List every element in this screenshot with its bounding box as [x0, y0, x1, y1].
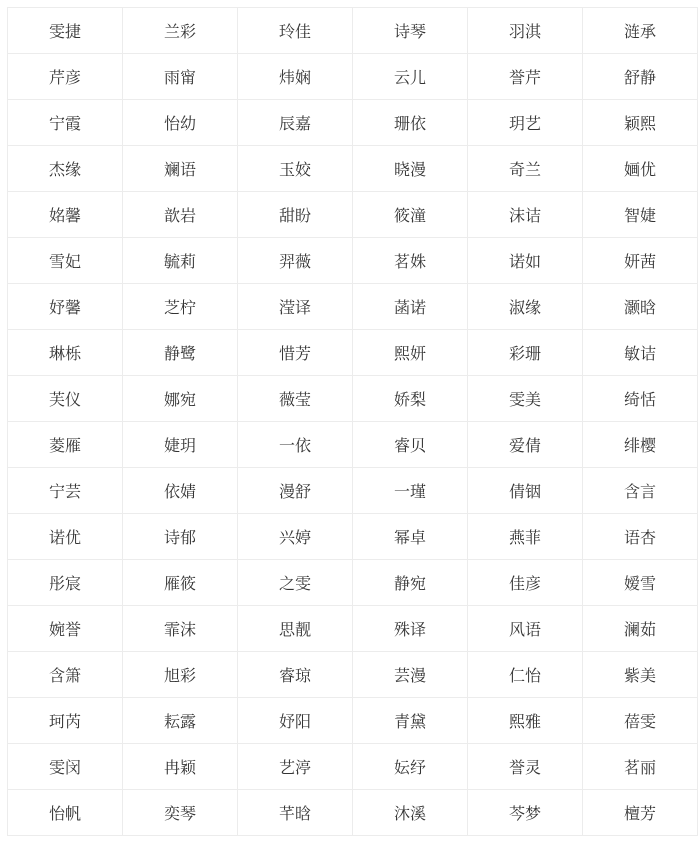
name-cell: 静宛 — [353, 560, 468, 606]
table-row — [8, 192, 698, 238]
name-cell: 语杏 — [583, 514, 698, 560]
name-cell: 怡帆 — [8, 790, 123, 836]
table-row — [8, 376, 698, 422]
name-cell: 青黛 — [353, 698, 468, 744]
name-cell: 琳栎 — [8, 330, 123, 376]
name-cell: 茗姝 — [353, 238, 468, 284]
name-cell: 菡诺 — [353, 284, 468, 330]
name-cell: 雁筱 — [123, 560, 238, 606]
name-cell: 智婕 — [583, 192, 698, 238]
name-cell: 婉誉 — [8, 606, 123, 652]
name-cell: 怡幼 — [123, 100, 238, 146]
name-cell: 睿琼 — [238, 652, 353, 698]
name-cell: 玉姣 — [238, 146, 353, 192]
names-table — [7, 7, 698, 836]
table-row — [8, 560, 698, 606]
table-row — [8, 330, 698, 376]
name-cell: 兴婷 — [238, 514, 353, 560]
names-table-body — [8, 8, 698, 836]
table-row — [8, 606, 698, 652]
table-row — [8, 284, 698, 330]
name-cell: 依婧 — [123, 468, 238, 514]
table-row — [8, 146, 698, 192]
name-cell: 娇梨 — [353, 376, 468, 422]
name-cell: 雯闵 — [8, 744, 123, 790]
name-cell: 玲佳 — [238, 8, 353, 54]
table-row — [8, 790, 698, 836]
name-cell: 舒静 — [583, 54, 698, 100]
name-cell: 奕琴 — [123, 790, 238, 836]
name-cell: 兰彩 — [123, 8, 238, 54]
name-cell: 筱潼 — [353, 192, 468, 238]
name-cell: 娜宛 — [123, 376, 238, 422]
name-cell: 奇兰 — [468, 146, 583, 192]
name-cell: 倩铟 — [468, 468, 583, 514]
name-cell: 诺优 — [8, 514, 123, 560]
name-cell: 燕菲 — [468, 514, 583, 560]
table-row — [8, 744, 698, 790]
name-cell: 婳优 — [583, 146, 698, 192]
table-row — [8, 698, 698, 744]
name-cell: 熙妍 — [353, 330, 468, 376]
name-cell: 芹彦 — [8, 54, 123, 100]
name-cell: 彤宸 — [8, 560, 123, 606]
name-cell: 霏沫 — [123, 606, 238, 652]
name-cell: 艺渟 — [238, 744, 353, 790]
name-cell: 炜娴 — [238, 54, 353, 100]
name-cell: 玥艺 — [468, 100, 583, 146]
name-cell: 沫诘 — [468, 192, 583, 238]
name-cell: 一瑾 — [353, 468, 468, 514]
name-cell: 薇莹 — [238, 376, 353, 422]
name-cell: 蓓雯 — [583, 698, 698, 744]
table-row — [8, 238, 698, 284]
name-cell: 雯捷 — [8, 8, 123, 54]
name-cell: 绯樱 — [583, 422, 698, 468]
name-cell: 云儿 — [353, 54, 468, 100]
name-cell: 芙仪 — [8, 376, 123, 422]
name-cell: 澜茹 — [583, 606, 698, 652]
name-cell: 菱雁 — [8, 422, 123, 468]
table-row — [8, 8, 698, 54]
name-cell: 殊译 — [353, 606, 468, 652]
name-cell: 灏晗 — [583, 284, 698, 330]
name-cell: 思靓 — [238, 606, 353, 652]
name-cell: 含箫 — [8, 652, 123, 698]
name-cell: 耘露 — [123, 698, 238, 744]
name-cell: 绮恬 — [583, 376, 698, 422]
table-row — [8, 422, 698, 468]
name-cell: 幂卓 — [353, 514, 468, 560]
name-cell: 淑缘 — [468, 284, 583, 330]
name-cell: 惜芳 — [238, 330, 353, 376]
table-row — [8, 54, 698, 100]
name-cell: 漫舒 — [238, 468, 353, 514]
name-cell: 姳馨 — [8, 192, 123, 238]
name-cell: 嫒雪 — [583, 560, 698, 606]
name-cell: 妘纾 — [353, 744, 468, 790]
name-cell: 旭彩 — [123, 652, 238, 698]
name-cell: 誉灵 — [468, 744, 583, 790]
table-row — [8, 100, 698, 146]
name-cell: 芊晗 — [238, 790, 353, 836]
name-cell: 诗郁 — [123, 514, 238, 560]
name-cell: 妤阳 — [238, 698, 353, 744]
name-cell: 雯美 — [468, 376, 583, 422]
name-cell: 妤馨 — [8, 284, 123, 330]
name-cell: 雨甯 — [123, 54, 238, 100]
name-cell: 羿薇 — [238, 238, 353, 284]
name-cell: 诺如 — [468, 238, 583, 284]
name-cell: 紫美 — [583, 652, 698, 698]
name-cell: 茗丽 — [583, 744, 698, 790]
name-cell: 爱倩 — [468, 422, 583, 468]
name-cell: 羽淇 — [468, 8, 583, 54]
name-cell: 风语 — [468, 606, 583, 652]
name-cell: 檀芳 — [583, 790, 698, 836]
name-cell: 杰缘 — [8, 146, 123, 192]
table-row — [8, 652, 698, 698]
name-cell: 静鹭 — [123, 330, 238, 376]
name-cell: 婕玥 — [123, 422, 238, 468]
name-cell: 芸漫 — [353, 652, 468, 698]
name-cell: 雪妃 — [8, 238, 123, 284]
name-cell: 仁怡 — [468, 652, 583, 698]
name-cell: 芝柠 — [123, 284, 238, 330]
name-cell: 睿贝 — [353, 422, 468, 468]
name-cell: 珊依 — [353, 100, 468, 146]
name-cell: 宁芸 — [8, 468, 123, 514]
name-cell: 晓漫 — [353, 146, 468, 192]
name-cell: 辰嘉 — [238, 100, 353, 146]
name-cell: 一依 — [238, 422, 353, 468]
name-cell: 诗琴 — [353, 8, 468, 54]
name-cell: 颖熙 — [583, 100, 698, 146]
name-cell: 冉颖 — [123, 744, 238, 790]
name-cell: 妍茜 — [583, 238, 698, 284]
name-cell: 宁霞 — [8, 100, 123, 146]
name-cell: 甜盼 — [238, 192, 353, 238]
name-cell: 彩珊 — [468, 330, 583, 376]
name-cell: 涟承 — [583, 8, 698, 54]
name-cell: 之雯 — [238, 560, 353, 606]
name-cell: 沐溪 — [353, 790, 468, 836]
name-cell: 珂芮 — [8, 698, 123, 744]
name-cell: 佳彦 — [468, 560, 583, 606]
name-cell: 滢译 — [238, 284, 353, 330]
table-row — [8, 514, 698, 560]
name-cell: 芩梦 — [468, 790, 583, 836]
table-row — [8, 468, 698, 514]
name-cell: 歆岩 — [123, 192, 238, 238]
name-cell: 毓莉 — [123, 238, 238, 284]
name-cell: 誉芹 — [468, 54, 583, 100]
name-cell: 敏诘 — [583, 330, 698, 376]
name-cell: 斓语 — [123, 146, 238, 192]
name-cell: 熙雅 — [468, 698, 583, 744]
name-cell: 含言 — [583, 468, 698, 514]
